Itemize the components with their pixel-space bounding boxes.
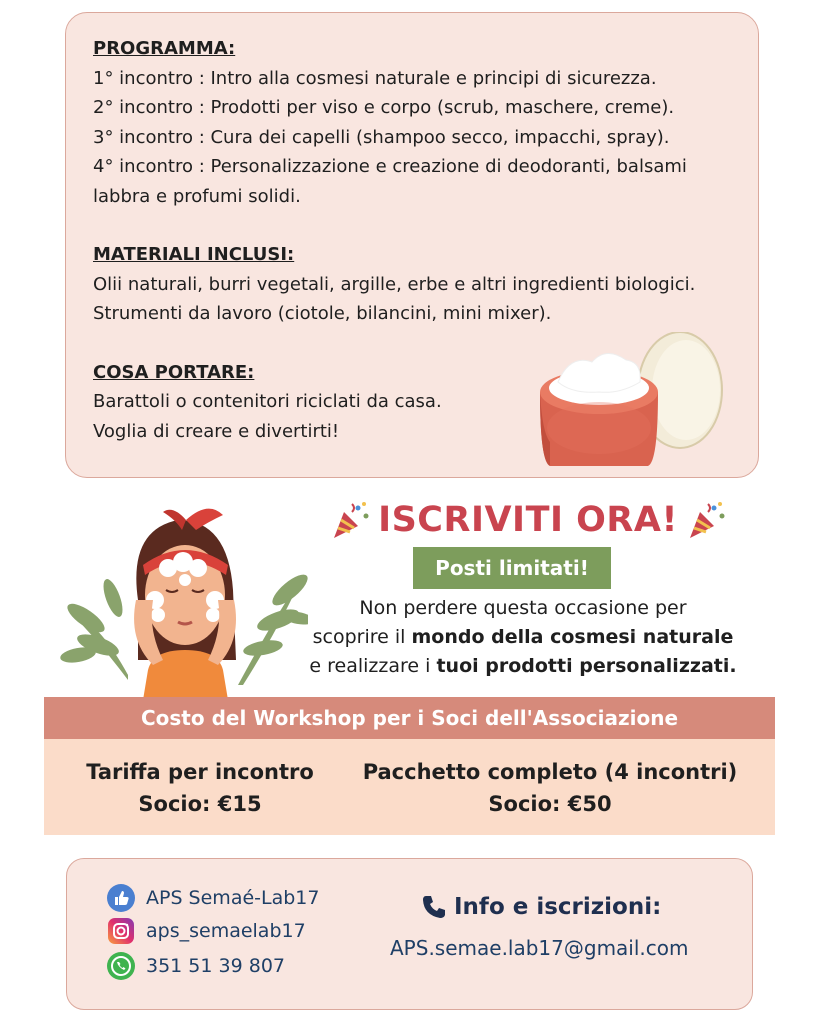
- whatsapp-contact[interactable]: [106, 950, 285, 982]
- package-value: Socio: €50: [488, 792, 612, 816]
- program-heading: PROGRAMMA:: [93, 38, 236, 59]
- program-line: 3° incontro : Cura dei capelli (shampoo secco, impacchi, spray).: [93, 126, 670, 148]
- materials-line: Strumenti da lavoro (ciotole, bilancini, mini mixer).: [93, 303, 552, 324]
- package-label: Pacchetto completo (4 incontri): [362, 760, 738, 784]
- party-popper-icon: [684, 498, 728, 542]
- signup-description: [298, 594, 748, 681]
- program-line: 2° incontro : Prodotti per viso e corpo (scrub, maschere, creme).: [93, 97, 675, 118]
- per-session-label: Tariffa per incontro: [86, 760, 314, 784]
- bring-line: Barattoli o contenitori riciclati da casa.: [93, 391, 442, 412]
- program-line: labbra e profumi solidi.: [93, 185, 301, 207]
- package-price: [352, 756, 748, 820]
- materials-line: Olii naturali, burri vegetali, argille, erbe e altri ingredienti biologici.: [93, 273, 696, 295]
- phone-icon: [420, 893, 448, 921]
- signup-title-row: [318, 496, 738, 544]
- bring-heading: COSA PORTARE:: [93, 361, 255, 383]
- email-link[interactable]: APS.semae.lab17@gmail.com: [390, 936, 689, 960]
- program-line: 1° incontro : Intro alla cosmesi naturale e principi di sicurezza.: [93, 67, 657, 89]
- facebook-name: APS Semaé-Lab17: [146, 887, 320, 909]
- per-session-price: [80, 756, 320, 820]
- instagram-contact[interactable]: [106, 915, 306, 947]
- whatsapp-icon: [106, 951, 136, 981]
- materials-heading: MATERIALI INCLUSI:: [93, 244, 295, 265]
- phone-number: 351 51 39 807: [146, 955, 286, 977]
- party-popper-icon: [328, 498, 372, 542]
- program-line: 4° incontro : Personalizzazione e creazione di deodoranti, balsami: [93, 156, 687, 177]
- per-session-value: Socio: €15: [138, 792, 262, 816]
- info-title: [420, 893, 661, 921]
- facebook-like-icon: [106, 883, 136, 913]
- jar-icon: [530, 332, 730, 474]
- instagram-icon: [106, 916, 136, 946]
- desc-line: Non perdere questa occasione per: [359, 597, 687, 619]
- signup-title: ISCRIVITI ORA!: [378, 500, 678, 540]
- info-title-text: Info e iscrizioni:: [454, 894, 662, 920]
- woman-washing-face-illustration: [58, 490, 308, 700]
- facebook-contact[interactable]: [106, 882, 319, 914]
- limited-spots-badge: Posti limitati!: [413, 547, 611, 589]
- cost-header: Costo del Workshop per i Soci dell'Associazione: [44, 697, 775, 739]
- desc-line: scoprire il mondo della cosmesi naturale: [312, 626, 734, 648]
- desc-line: e realizzare i tuoi prodotti personalizzati.: [309, 655, 737, 677]
- bring-line: Voglia di creare e divertirti!: [93, 420, 340, 442]
- instagram-handle: aps_semaelab17: [146, 920, 306, 942]
